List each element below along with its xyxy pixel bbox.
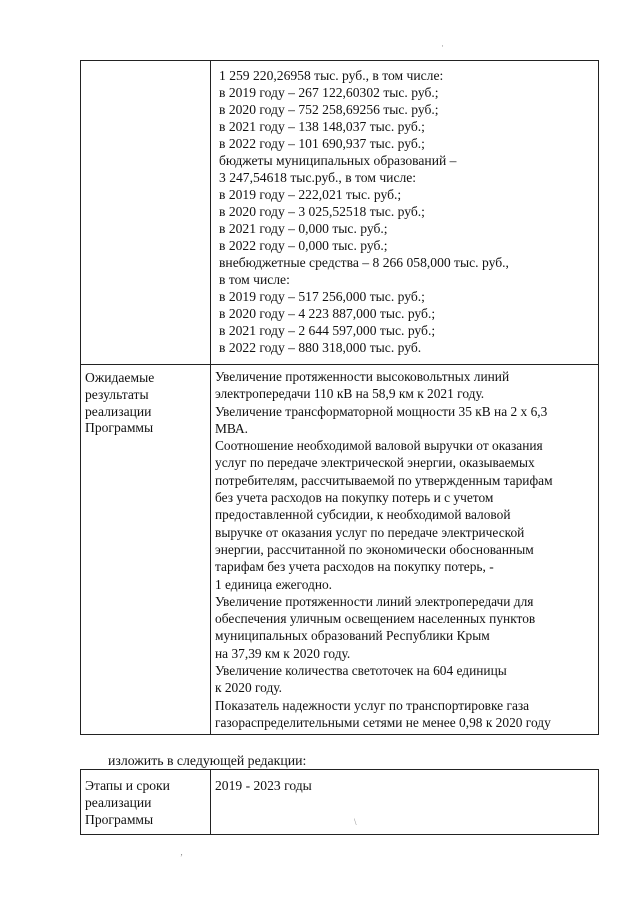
results-line: электропередачи 110 кВ на 58,9 км к 2021 году. [215, 386, 485, 402]
results-line: к 2020 году. [215, 680, 282, 696]
funding-line: в 2022 году – 101 690,937 тыс. руб.; [219, 136, 425, 151]
funding-line: в 2021 году – 0,000 тыс. руб.; [219, 221, 388, 236]
stages-label-line: Этапы и сроки [85, 778, 170, 793]
results-line: услуг по передаче электрической энергии, оказываемых [215, 455, 535, 471]
stages-row-value-cell [211, 770, 599, 835]
funding-line: 3 247,54618 тыс.руб., в том числе: [219, 170, 417, 185]
scan-speck: \ [354, 817, 357, 827]
stages-label-line: реализации [85, 795, 152, 810]
results-label-line: Ожидаемые [85, 370, 155, 385]
results-line: выручке от оказания услуг по передаче электрической [215, 524, 525, 540]
funding-line: в 2020 году – 4 223 887,000 тыс. руб.; [219, 306, 436, 321]
scan-speck: · [441, 41, 444, 51]
results-line: Увеличение трансформаторной мощности 35 кВ на 2 х 6,3 [215, 403, 548, 419]
stages-label-line: Программы [85, 812, 154, 827]
results-line: Увеличение протяженности высоковольтных линий [215, 369, 510, 384]
funding-line: 1 259 220,26958 тыс. руб., в том числе: [219, 68, 444, 83]
results-line: Показатель надежности услуг по транспортировке газа [215, 697, 530, 713]
results-row [81, 365, 599, 735]
results-line: Увеличение количества светоточек на 604 единицы [215, 663, 507, 679]
passport-table-fragment [80, 60, 599, 735]
funding-line: в 2020 году – 3 025,52518 тыс. руб.; [219, 204, 425, 219]
results-line: без учета расходов на покупку потерь и с учетом [215, 490, 494, 506]
funding-line: в 2021 году – 2 644 597,000 тыс. руб.; [219, 323, 436, 338]
funding-line: в 2019 году – 517 256,000 тыс. руб.; [219, 289, 425, 304]
results-line: Увеличение протяженности линий электропередачи для [215, 593, 534, 609]
results-text [211, 365, 598, 734]
results-line: МВА. [215, 420, 249, 436]
funding-row-label-cell [81, 61, 211, 365]
stages-table [80, 769, 599, 835]
results-label-line: результаты [85, 386, 149, 402]
funding-line: в 2022 году – 880 318,000 тыс. руб. [219, 340, 422, 355]
funding-line: в 2021 году – 138 148,037 тыс. руб.; [219, 119, 425, 134]
results-line: газораспределительными сетями не менее 0,98 к 2020 году [215, 714, 551, 730]
results-row-label-cell [81, 365, 211, 735]
results-line: потребителям, рассчитываемой по утвержденным тарифам [215, 472, 553, 488]
funding-line: в 2019 году – 222,021 тыс. руб.; [219, 187, 402, 202]
results-line: 1 единица ежегодно. [215, 576, 333, 592]
funding-row [81, 61, 599, 365]
results-label [81, 365, 210, 437]
results-line: обеспечения уличным освещением населенных пунктов [215, 611, 536, 627]
scan-speck: ‚ [180, 847, 183, 857]
results-line: предоставленной субсидии, к необходимой валовой [215, 507, 511, 523]
funding-line: внебюджетные средства – 8 266 058,000 тыс. руб., [219, 255, 509, 270]
results-line: муниципальных образований Республики Крым [215, 628, 490, 644]
stages-value: 2019 - 2023 годы [215, 778, 312, 793]
stages-row-label-cell [81, 770, 211, 835]
funding-line: в 2020 году – 752 258,69256 тыс. руб.; [219, 102, 439, 117]
results-label-line: реализации [85, 403, 152, 419]
results-line: на 37,39 км к 2020 году. [215, 645, 351, 661]
results-label-line: Программы [85, 420, 154, 436]
funding-line: в том числе: [219, 272, 290, 287]
stages-row [81, 770, 599, 835]
funding-line: в 2019 году – 267 122,60302 тыс. руб.; [219, 85, 439, 100]
funding-text [211, 61, 598, 358]
results-line: Соотношение необходимой валовой выручки от оказания [215, 438, 543, 454]
results-line: энергии, рассчитанной по экономически обоснованным [215, 541, 534, 557]
funding-line: бюджеты муниципальных образований – [219, 153, 457, 168]
amendment-intro-text: изложить в следующей редакции: [108, 753, 307, 768]
funding-line: в 2022 году – 0,000 тыс. руб.; [219, 238, 388, 253]
stages-label [81, 770, 210, 828]
funding-row-value-cell [211, 61, 599, 365]
results-line: тарифам без учета расходов на покупку потерь, - [215, 559, 494, 575]
results-row-value-cell [211, 365, 599, 735]
